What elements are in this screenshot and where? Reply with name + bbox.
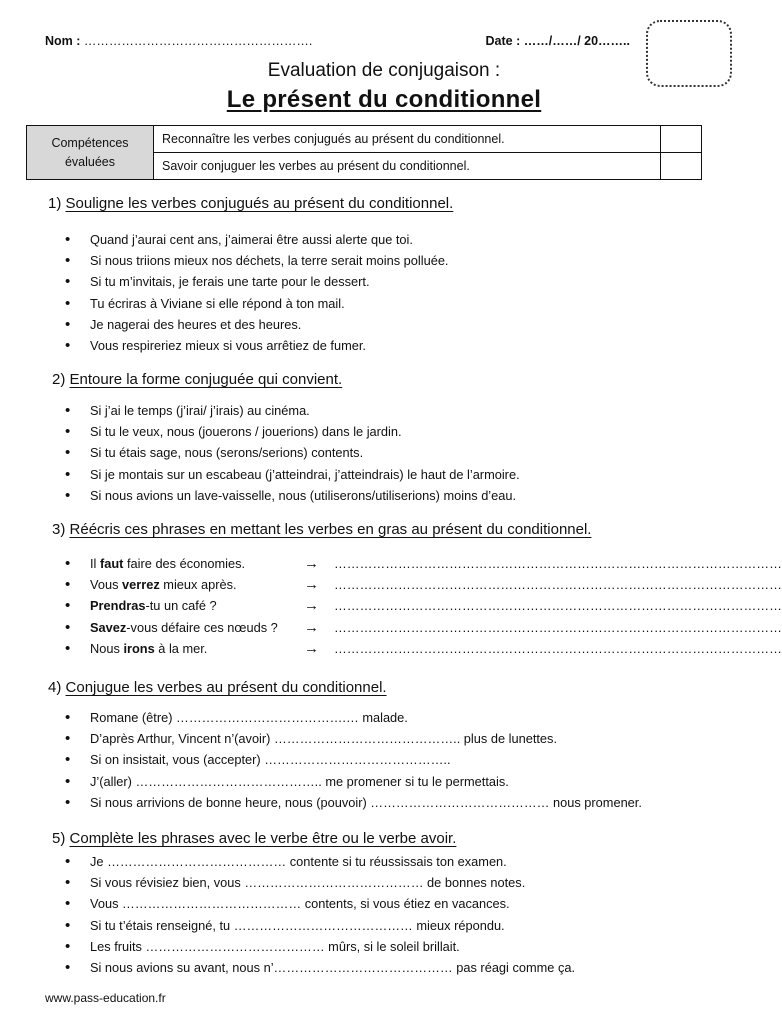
exercise-title xyxy=(0,678,768,698)
competences-label: Compétences évaluées xyxy=(27,126,154,180)
sentence-text: -vous défaire ces nœuds ? xyxy=(126,619,278,635)
sentence-text: -tu un café ? xyxy=(145,598,217,614)
bold-verb: irons xyxy=(123,640,155,656)
list-item: • Si vous révisiez bien, vous …………………………………… de bonnes notes. xyxy=(0,872,768,893)
list-item: • Tu écriras à Viviane si elle répond à ton mail. xyxy=(0,293,768,314)
sentence-text: faire des économies. xyxy=(123,556,246,571)
rewrite-sentence xyxy=(90,638,207,659)
bold-verb: Savez xyxy=(90,619,127,635)
rewrite-sentence xyxy=(90,553,245,574)
list-item: • Si nous arrivions de bonne heure, nous (pouvoir) …………………………………… nous promener. xyxy=(0,792,768,813)
exercise-title xyxy=(0,370,768,390)
rewrite-list xyxy=(0,553,782,659)
exercise-list xyxy=(0,400,768,506)
exercise-instruction: Conjugue les verbes au présent du conditionnel. xyxy=(65,679,387,696)
arrow-icon: → xyxy=(304,639,319,657)
exercise-1 xyxy=(0,194,768,356)
rewrite-row xyxy=(0,574,782,595)
answer-line[interactable]: …………………………………………………………………………………………… xyxy=(334,556,782,571)
bullet: • xyxy=(65,618,71,636)
header-row xyxy=(45,34,630,52)
list-item: • Si on insistait, vous (accepter) …………………………………….. xyxy=(0,749,768,770)
name-dots: ………………………………………………. xyxy=(83,34,313,48)
bold-verb: Prendras xyxy=(90,598,146,614)
answer-line[interactable]: …………………………………………………………………………………………… xyxy=(334,619,782,635)
sentence-text: Il xyxy=(90,556,100,571)
bullet: • xyxy=(65,576,71,594)
list-item: • Romane (être) ………………………………….… malade. xyxy=(0,707,768,728)
list-item: • Vous respireriez mieux si vous arrêtiez de fumer. xyxy=(0,335,768,356)
exercise-2 xyxy=(0,370,768,506)
competence-text: Savoir conjuguer les verbes au présent du conditionnel. xyxy=(154,153,661,180)
exercise-number: 1) xyxy=(48,195,62,212)
sentence-text: mieux après. xyxy=(159,577,237,593)
competence-row xyxy=(27,126,702,153)
list-item: • Si tu m’invitais, je ferais une tarte pour le dessert. xyxy=(0,271,768,292)
competence-text: Reconnaître les verbes conjugués au présent du conditionnel. xyxy=(154,126,661,153)
exercise-title xyxy=(0,520,768,540)
list-item: • Je nagerai des heures et des heures. xyxy=(0,314,768,335)
exercise-3 xyxy=(0,520,782,659)
exercise-number: 5) xyxy=(52,830,66,847)
rewrite-row xyxy=(0,617,782,638)
list-item: • Si tu le veux, nous (jouerons / jouerions) dans le jardin. xyxy=(0,421,768,442)
rewrite-sentence xyxy=(90,595,217,616)
bold-verb: faut xyxy=(99,556,124,571)
list-item: • Si tu étais sage, nous (serons/serions) contents. xyxy=(0,442,768,463)
exercise-number: 2) xyxy=(52,371,66,388)
bullet: • xyxy=(65,555,71,572)
name-label: Nom : xyxy=(45,34,84,48)
exercise-title xyxy=(0,194,768,214)
exercise-5 xyxy=(0,829,768,978)
exercise-instruction: Complète les phrases avec le verbe être ou le verbe avoir. xyxy=(69,830,457,847)
rewrite-row xyxy=(0,553,782,574)
exercise-title xyxy=(0,829,768,849)
arrow-icon: → xyxy=(304,555,319,572)
list-item: • Si j’ai le temps (j’irai/ j’irais) au cinéma. xyxy=(0,400,768,421)
bullet: • xyxy=(65,639,71,657)
list-item: • D’après Arthur, Vincent n’(avoir) …………………………………….. plus de lunettes. xyxy=(0,728,768,749)
answer-line[interactable]: …………………………………………………………………………………………… xyxy=(334,598,782,614)
list-item: • Si tu t’étais renseigné, tu …………………………………… mieux répondu. xyxy=(0,915,768,936)
list-item: • Je …………………………………… contente si tu réussissais ton examen. xyxy=(0,851,768,872)
arrow-icon: → xyxy=(304,618,319,636)
exercise-list xyxy=(0,229,768,356)
page-title: Evaluation de conjugaison : xyxy=(267,60,501,81)
arrow-icon: → xyxy=(304,597,319,615)
bullet: • xyxy=(65,597,71,615)
arrow-icon: → xyxy=(304,576,319,594)
date-label: Date : xyxy=(485,34,524,48)
competence-check-cell[interactable] xyxy=(661,153,702,180)
exercise-number: 4) xyxy=(48,679,62,696)
exercise-number: 3) xyxy=(52,521,66,538)
list-item: • Les fruits …………………………………… mûrs, si le soleil brillait. xyxy=(0,936,768,957)
exercise-4 xyxy=(0,678,768,813)
date-field[interactable] xyxy=(486,34,630,52)
exercise-list xyxy=(0,707,768,813)
sentence-text: Nous xyxy=(90,640,124,656)
list-item: • Si nous avions su avant, nous n’…………………………………… pas réagi comme ça. xyxy=(0,957,768,978)
bold-verb: verrez xyxy=(122,577,160,593)
rewrite-sentence xyxy=(90,574,237,595)
list-item: • Vous …………………………………… contents, si vous étiez en vacances. xyxy=(0,893,768,914)
list-item: • Si je montais sur un escabeau (j’atteindrai, j’atteindrais) le haut de l’armoire. xyxy=(0,464,768,485)
rewrite-row xyxy=(0,595,782,616)
answer-line[interactable]: …………………………………………………………………………………………… xyxy=(334,577,782,593)
exercise-instruction: Entoure la forme conjuguée qui convient. xyxy=(69,371,343,388)
page-subtitle xyxy=(0,86,768,114)
answer-line[interactable]: …………………………………………………………………………………………… xyxy=(334,640,782,656)
name-field[interactable] xyxy=(45,34,312,52)
date-value: ……/……/ 20…….. xyxy=(523,34,630,48)
list-item: • J’(aller) …………………………………….. me promener si tu le permettais. xyxy=(0,771,768,792)
exercise-list xyxy=(0,851,768,978)
footer-link[interactable]: www.pass-education.fr xyxy=(45,991,166,1005)
exercise-instruction: Réécris ces phrases en mettant les verbes en gras au présent du conditionnel. xyxy=(69,521,592,538)
rewrite-row xyxy=(0,638,782,659)
page-subtitle-text: Le présent du conditionnel xyxy=(226,86,542,113)
list-item: • Si nous triions mieux nos déchets, la terre serait moins polluée. xyxy=(0,250,768,271)
competence-check-cell[interactable] xyxy=(661,126,702,153)
sentence-text: Vous xyxy=(90,577,123,593)
list-item: • Quand j’aurai cent ans, j’aimerai être aussi alerte que toi. xyxy=(0,229,768,250)
sentence-text: à la mer. xyxy=(154,640,208,656)
list-item: • Si nous avions un lave-vaisselle, nous (utiliserons/utiliserions) moins d’eau. xyxy=(0,485,768,506)
exercise-instruction: Souligne les verbes conjugués au présent du conditionnel. xyxy=(65,195,454,212)
rewrite-sentence xyxy=(90,617,278,638)
competences-table xyxy=(26,125,702,180)
